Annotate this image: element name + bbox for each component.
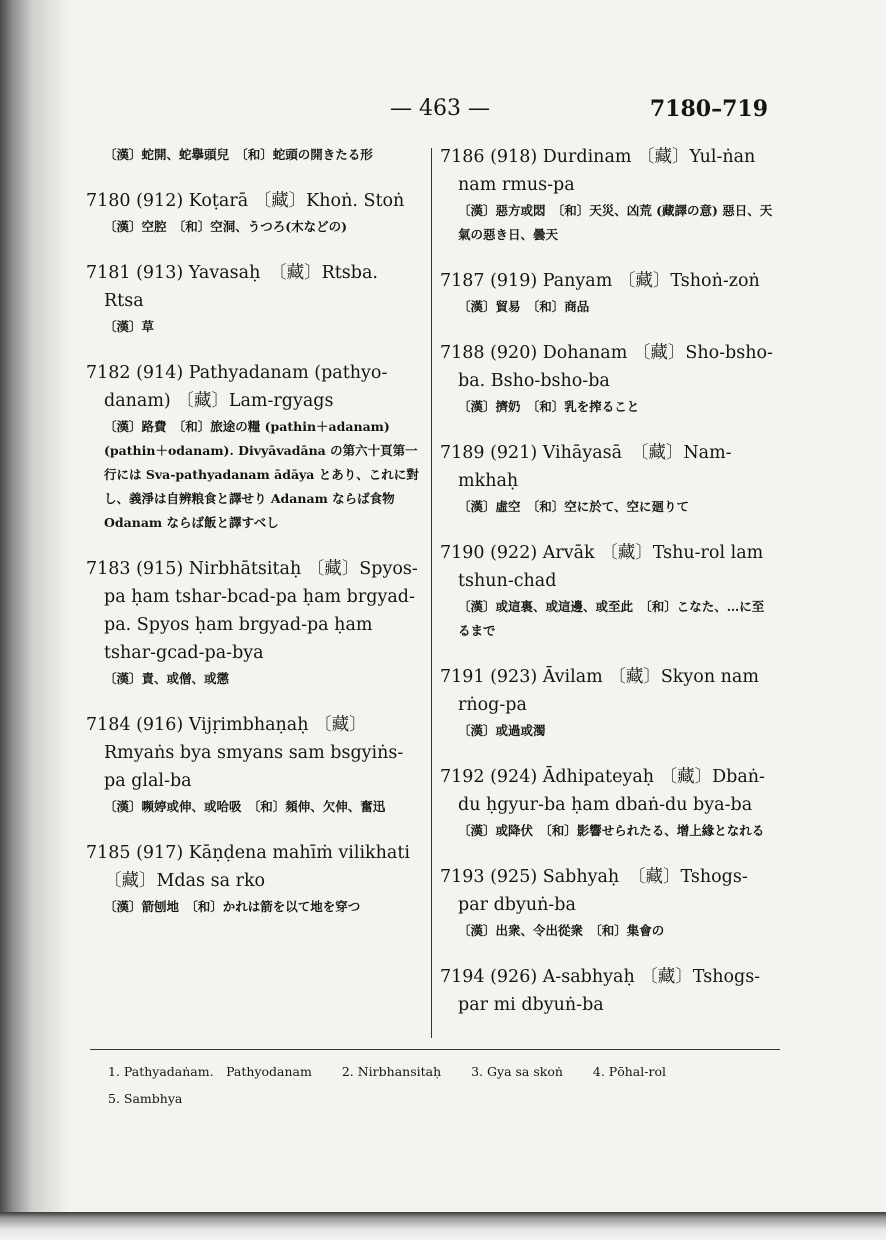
footnote-2: 2. Nirbhansitaḥ bbox=[341, 1064, 442, 1079]
entry-headword: 7190 (922) Arvāk 〔藏〕Tshu-rol lam tshun-chad bbox=[440, 543, 764, 591]
entry-headword: 7193 (925) Sabhyaḥ 〔藏〕Tshogs-par dbyuṅ-ba bbox=[440, 867, 748, 915]
entry-headword: 7186 (918) Durdinam 〔藏〕Yul-ṅan nam rmus-pa bbox=[440, 147, 756, 195]
entry-headword: 7181 (913) Yavasaḥ 〔藏〕Rtsba. Rtsa bbox=[86, 263, 378, 311]
footnote-rule bbox=[90, 1049, 780, 1050]
dictionary-entry bbox=[86, 359, 422, 535]
entry-gloss: 〔漢〕責、或僧、或懲 bbox=[104, 671, 230, 686]
dictionary-entry bbox=[440, 339, 776, 419]
dictionary-entry bbox=[440, 663, 776, 743]
entry-gloss: 〔漢〕草 bbox=[104, 319, 155, 334]
entry-gloss: 〔漢〕或降伏 〔和〕影響せられたる、增上緣となれる bbox=[458, 823, 765, 838]
dictionary-entry bbox=[86, 143, 422, 167]
footnote-4: 4. Pōhal-rol bbox=[592, 1064, 666, 1079]
entry-headword: 7187 (919) Panyam 〔藏〕Tshoṅ-zoṅ bbox=[440, 271, 760, 291]
spine-shadow bbox=[0, 0, 70, 1240]
entry-headword: 7188 (920) Dohanam 〔藏〕Sho-bsho-ba. Bsho-bsho-ba bbox=[440, 343, 773, 391]
dictionary-entry bbox=[440, 863, 776, 943]
dictionary-entry bbox=[86, 839, 422, 919]
entry-gloss: 〔漢〕或過或濁 bbox=[458, 723, 546, 738]
left-column bbox=[86, 143, 422, 939]
entry-gloss: 〔漢〕蛇開、蛇擧頭兒 〔和〕蛇頭の開きたる形 bbox=[104, 147, 373, 162]
entry-headword: 7184 (916) Vijṛimbhaṇaḥ 〔藏〕Rmyaṅs bya smyans sam bsgyiṅs-pa glal-ba bbox=[86, 715, 404, 791]
dictionary-entry bbox=[440, 267, 776, 319]
dictionary-entry bbox=[440, 539, 776, 643]
dictionary-entry bbox=[440, 963, 776, 1019]
entry-headword: 7182 (914) Pathyadanam (pathyo-danam) 〔藏〕Lam-rgyags bbox=[86, 363, 388, 411]
entry-gloss: 〔漢〕出衆、令出從衆 〔和〕集會の bbox=[458, 923, 665, 938]
entry-headword: 7180 (912) Koṭarā 〔藏〕Khoṅ. Stoṅ bbox=[86, 191, 405, 211]
entry-gloss: 〔漢〕或這裏、或這邊、或至此 〔和〕こなた、…に至るまで bbox=[458, 599, 765, 638]
entry-range: 7180–719 bbox=[649, 96, 768, 122]
entry-gloss: 〔漢〕路費 〔和〕旅途の糧 (pathin＋adanam)(pathin＋odanam). Divyāvadāna の第六十頁第一行には Sva-pathyadanam ādāya とあり、これに對し、義淨は自辨粮食と譯せり Adanam ならば食物 Odanam ならば飯と譯すべし bbox=[104, 419, 419, 530]
footnote-line-1 bbox=[108, 1058, 788, 1085]
dictionary-entry bbox=[440, 763, 776, 843]
entry-gloss: 〔漢〕貿易 〔和〕商品 bbox=[458, 299, 590, 314]
footnote-3: 3. Gya sa skoṅ bbox=[471, 1064, 563, 1079]
right-column bbox=[440, 143, 776, 1039]
entry-gloss: 〔漢〕虛空 〔和〕空に於て、空に廻りて bbox=[458, 499, 690, 514]
footnote-5: 5. Sambhya bbox=[108, 1091, 183, 1106]
entry-headword: 7185 (917) Kāṇḍena mahīṁ vilikhati 〔藏〕Mdas sa rko bbox=[86, 843, 410, 891]
footnote-line-2 bbox=[108, 1085, 788, 1112]
entry-headword: 7189 (921) Vihāyasā 〔藏〕Nam-mkhaḥ bbox=[440, 443, 732, 491]
dictionary-entry bbox=[440, 439, 776, 519]
footnote-1: 1. Pathyadaṅam. Pathyodanam bbox=[108, 1064, 312, 1079]
footnotes bbox=[108, 1058, 788, 1112]
dictionary-entry bbox=[86, 259, 422, 339]
entry-gloss: 〔漢〕擠奶 〔和〕乳を搾ること bbox=[458, 399, 640, 414]
entry-headword: 7194 (926) A-sabhyaḥ 〔藏〕Tshogs-par mi dbyuṅ-ba bbox=[440, 967, 761, 1015]
dictionary-entry bbox=[86, 711, 422, 819]
dictionary-entry bbox=[86, 555, 422, 691]
dictionary-entry bbox=[440, 143, 776, 247]
entry-gloss: 〔漢〕惡方或悶 〔和〕天災、凶荒 (藏譯の意) 惡日、天氣の惡き日、曇天 bbox=[458, 203, 773, 242]
column-divider bbox=[431, 148, 432, 1038]
entry-gloss: 〔漢〕嚬婷或伸、或哈吸 〔和〕頻伸、欠伸、奮迅 bbox=[104, 799, 386, 814]
entry-gloss: 〔漢〕空腔 〔和〕空洞、うつろ(木などの) bbox=[104, 219, 348, 234]
dictionary-entry bbox=[86, 187, 422, 239]
entry-headword: 7183 (915) Nirbhātsitaḥ 〔藏〕Spyos-pa ḥam tshar-bcad-pa ḥam brgyad-pa. Spyos ḥam brgyad-pa ḥam tshar-gcad-pa-bya bbox=[86, 559, 418, 663]
entry-headword: 7192 (924) Ādhipateyaḥ 〔藏〕Dbaṅ-du ḥgyur-ba ḥam dbaṅ-du bya-ba bbox=[440, 767, 765, 815]
page-number: — 463 — bbox=[390, 96, 490, 121]
entry-gloss: 〔漢〕箭刨地 〔和〕かれは箭を以て地を穿つ bbox=[104, 899, 361, 914]
entry-headword: 7191 (923) Āvilam 〔藏〕Skyon nam rṅog-pa bbox=[440, 667, 759, 715]
page-bottom-edge bbox=[0, 1212, 886, 1240]
